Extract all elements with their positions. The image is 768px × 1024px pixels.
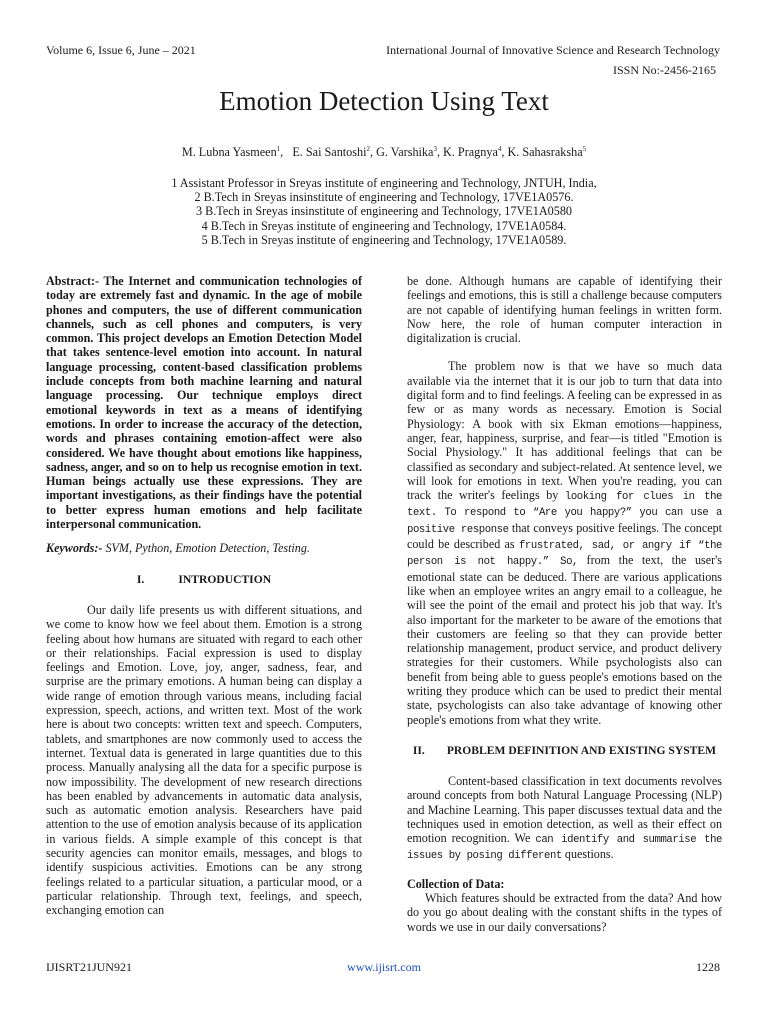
author-separator: , (501, 145, 508, 160)
footer-page-number: 1228 (696, 960, 720, 974)
collection-of-data-paragraph: Which features should be extracted from the data? And how do you go about dealing with the constant shifts in the types of words we use in our daily conversations? (407, 890, 722, 934)
author-separator: , (436, 145, 444, 160)
abstract: Abstract:- The Internet and communication technologies of today are extremely fast and dynamic. In the age of mobile phones and computers, the use of different communication channels, such as cell phones and computers, is very common. This project develops an Emotion Detection Model that takes sentence-level emotion into account. In natural language processing, content-based classification problems include concepts from both machine learning and natural language processing. Our technique employs direct emotional keywords in text as a means of identifying emotions. In order to increase the accuracy of the detection, words and phrases containing emotion-affect were also considered. We have thought about emotions like happiness, sadness, anger, and so on to help us recognise emotion in text. Human beings actually use these expressions. They are important investigations, as their findings have the potential to better express human emotions and help facilitate interpersonal communication. (46, 274, 362, 532)
intro-paragraph-continued: be done. Although humans are capable of identifying their feelings and emotions, this is still a challenge because computers are not capable of identifying human feelings in written form. Now here, the role of human computer interaction in digitalization is crucial. (407, 274, 722, 346)
keywords-text: SVM, Python, Emotion Detection, Testing. (102, 541, 310, 556)
journal-name: International Journal of Innovative Science and Research Technology (386, 43, 720, 57)
footer-paper-id: IJISRT21JUN921 (46, 960, 132, 974)
author-separator: , (280, 145, 293, 160)
right-column (407, 274, 722, 934)
footer-website-link[interactable]: www.ijisrt.com (347, 960, 421, 974)
left-column (46, 274, 362, 917)
section-number: II. (412, 743, 425, 757)
intro-paragraph: Our daily life presents us with different situations, and we come to know how we feel about them. Emotion is a strong feeling about how humans are situated with regard to each other or their relationships. Facial expression is used to display feelings and Emotion. Love, joy, anger, sadness, fear, and surprise are the primary emotions. A human being can display a wide range of emotion through various means, including facial expression, speech, actions, and written text. Most of the work here is about two concepts: written text and speech. Computers, tablets, and smartphones are now commonly used to access the internet. Textual data is generated in large quantities due to this process. Manually analysing all the data for a specific purpose is now impossibility. The development of new research directions has been enabled by advancements in automatic data analysis, such as automatic emotion analysis. Researchers have paid attention to the use of emotion analysis because of its application in various fields. A simple example of this concept is that security agencies can monitor emails, messages, and blogs to identify suspicious activities. Emotions can be any strong feelings related to a particular situation, a particular mood, or a particular relationship. Through text, feelings, and speech, exchanging emotion can (46, 602, 362, 918)
affiliation-line: 5 B.Tech in Sreyas institute of engineering and Technology, 17VE1A0589. (201, 232, 567, 247)
problem-paragraph (407, 359, 722, 726)
affiliation-line: 4 B.Tech in Sreyas institute of engineering and Technology, 17VE1A0584. (201, 218, 567, 233)
problem-text-typewriter: frustrated, sad, or angry if “the person is not happy.” So, (407, 540, 722, 569)
subheading-collection-of-data: Collection of Data: (407, 876, 505, 891)
author-affiliation-marker: 3 (433, 145, 437, 153)
author-list (0, 145, 768, 160)
problem-text-typewriter: looking for clues in the text. To respond to “Are you happy?” you can use a positive response (407, 491, 722, 536)
author-affiliation-marker: 2 (366, 145, 371, 153)
problem-definition-text: questions. (561, 847, 614, 862)
affiliation-line: 1 Assistant Professor in Sreyas institute of engineering and Technology, JNTUH, India, (171, 176, 597, 190)
keywords (46, 541, 362, 555)
section-number: I. (136, 572, 145, 586)
problem-definition-paragraph (407, 774, 722, 864)
author-name: K. Sahasraksha (507, 145, 583, 160)
author-name: K. Pragnya (443, 145, 498, 160)
author-affiliation-marker: 1 (276, 145, 281, 153)
section-heading-introduction (46, 573, 362, 587)
paper-title: Emotion Detection Using Text (219, 86, 549, 116)
author-name: E. Sai Santoshi (292, 145, 367, 160)
section-title: PROBLEM DEFINITION AND EXISTING SYSTEM (446, 743, 717, 757)
author-affiliation-marker: 5 (582, 145, 587, 153)
author-separator: , (370, 145, 377, 160)
problem-text: The problem now is that we have so much data available via the internet that it is our job to turn that data into digital form and to find feelings. A feeling can be expressed in as few or as many words as necessary. Emotion is Social Physiology: A book with six Ekman emotions—happiness, anger, fear, happiness, surprise, and fear—is titled "Emotion is Social Physiology." It has additional feelings that can be classified as secondary and subject-related. At sentence level, we will look for emotions in text. When you're reading, you can track the writer's feelings by (407, 359, 722, 503)
problem-text: that conveys positive feelings. The concept could be described as (407, 520, 722, 552)
author-name: G. Varshika (376, 145, 434, 160)
author-affiliation-marker: 4 (497, 145, 502, 153)
section-heading-problem-definition (407, 744, 722, 758)
problem-definition-text-typewriter: can identify and summarise the issues by posing different (407, 834, 723, 863)
journal-volume-issue: Volume 6, Issue 6, June – 2021 (46, 43, 196, 57)
problem-definition-text: Content-based classification in text documents revolves around concepts from both Natural Language Processing (NLP) and Machine Learning. This paper discusses textual data and the techniques used in emotion detection, as well as their effect on emotion recognition. We (407, 773, 722, 846)
affiliation-line: 3 B.Tech in Sreyas insinstitute of engineering and Technology, 17VE1A0580 (195, 204, 573, 219)
author-name: M. Lubna Yasmeen (181, 145, 277, 160)
issn-number: ISSN No:-2456-2165 (612, 63, 716, 77)
affiliation-list (0, 176, 768, 247)
keywords-label: Keywords:- (46, 541, 103, 556)
problem-text: from the text, the user's emotional state can be deduced. There are various applications like when an employee writes an angry email to a colleague, he will see the point of the email and protect his job that way. It's also important for the marketer to be aware of the emotions that their customers are feeling so that they can provide better relationship management, product service, and product delivery strategies for their customers. While psychologists also can benefit from being able to guess people's emotions based on the writing they produce which can be used to predict their mental state, psychologists can also take advantage of knowing other people's emotions from what they write. (407, 553, 722, 727)
section-title: INTRODUCTION (178, 572, 272, 586)
affiliation-line: 2 B.Tech in Sreyas insinstitute of engineering and Technology, 17VE1A0576. (194, 190, 574, 205)
